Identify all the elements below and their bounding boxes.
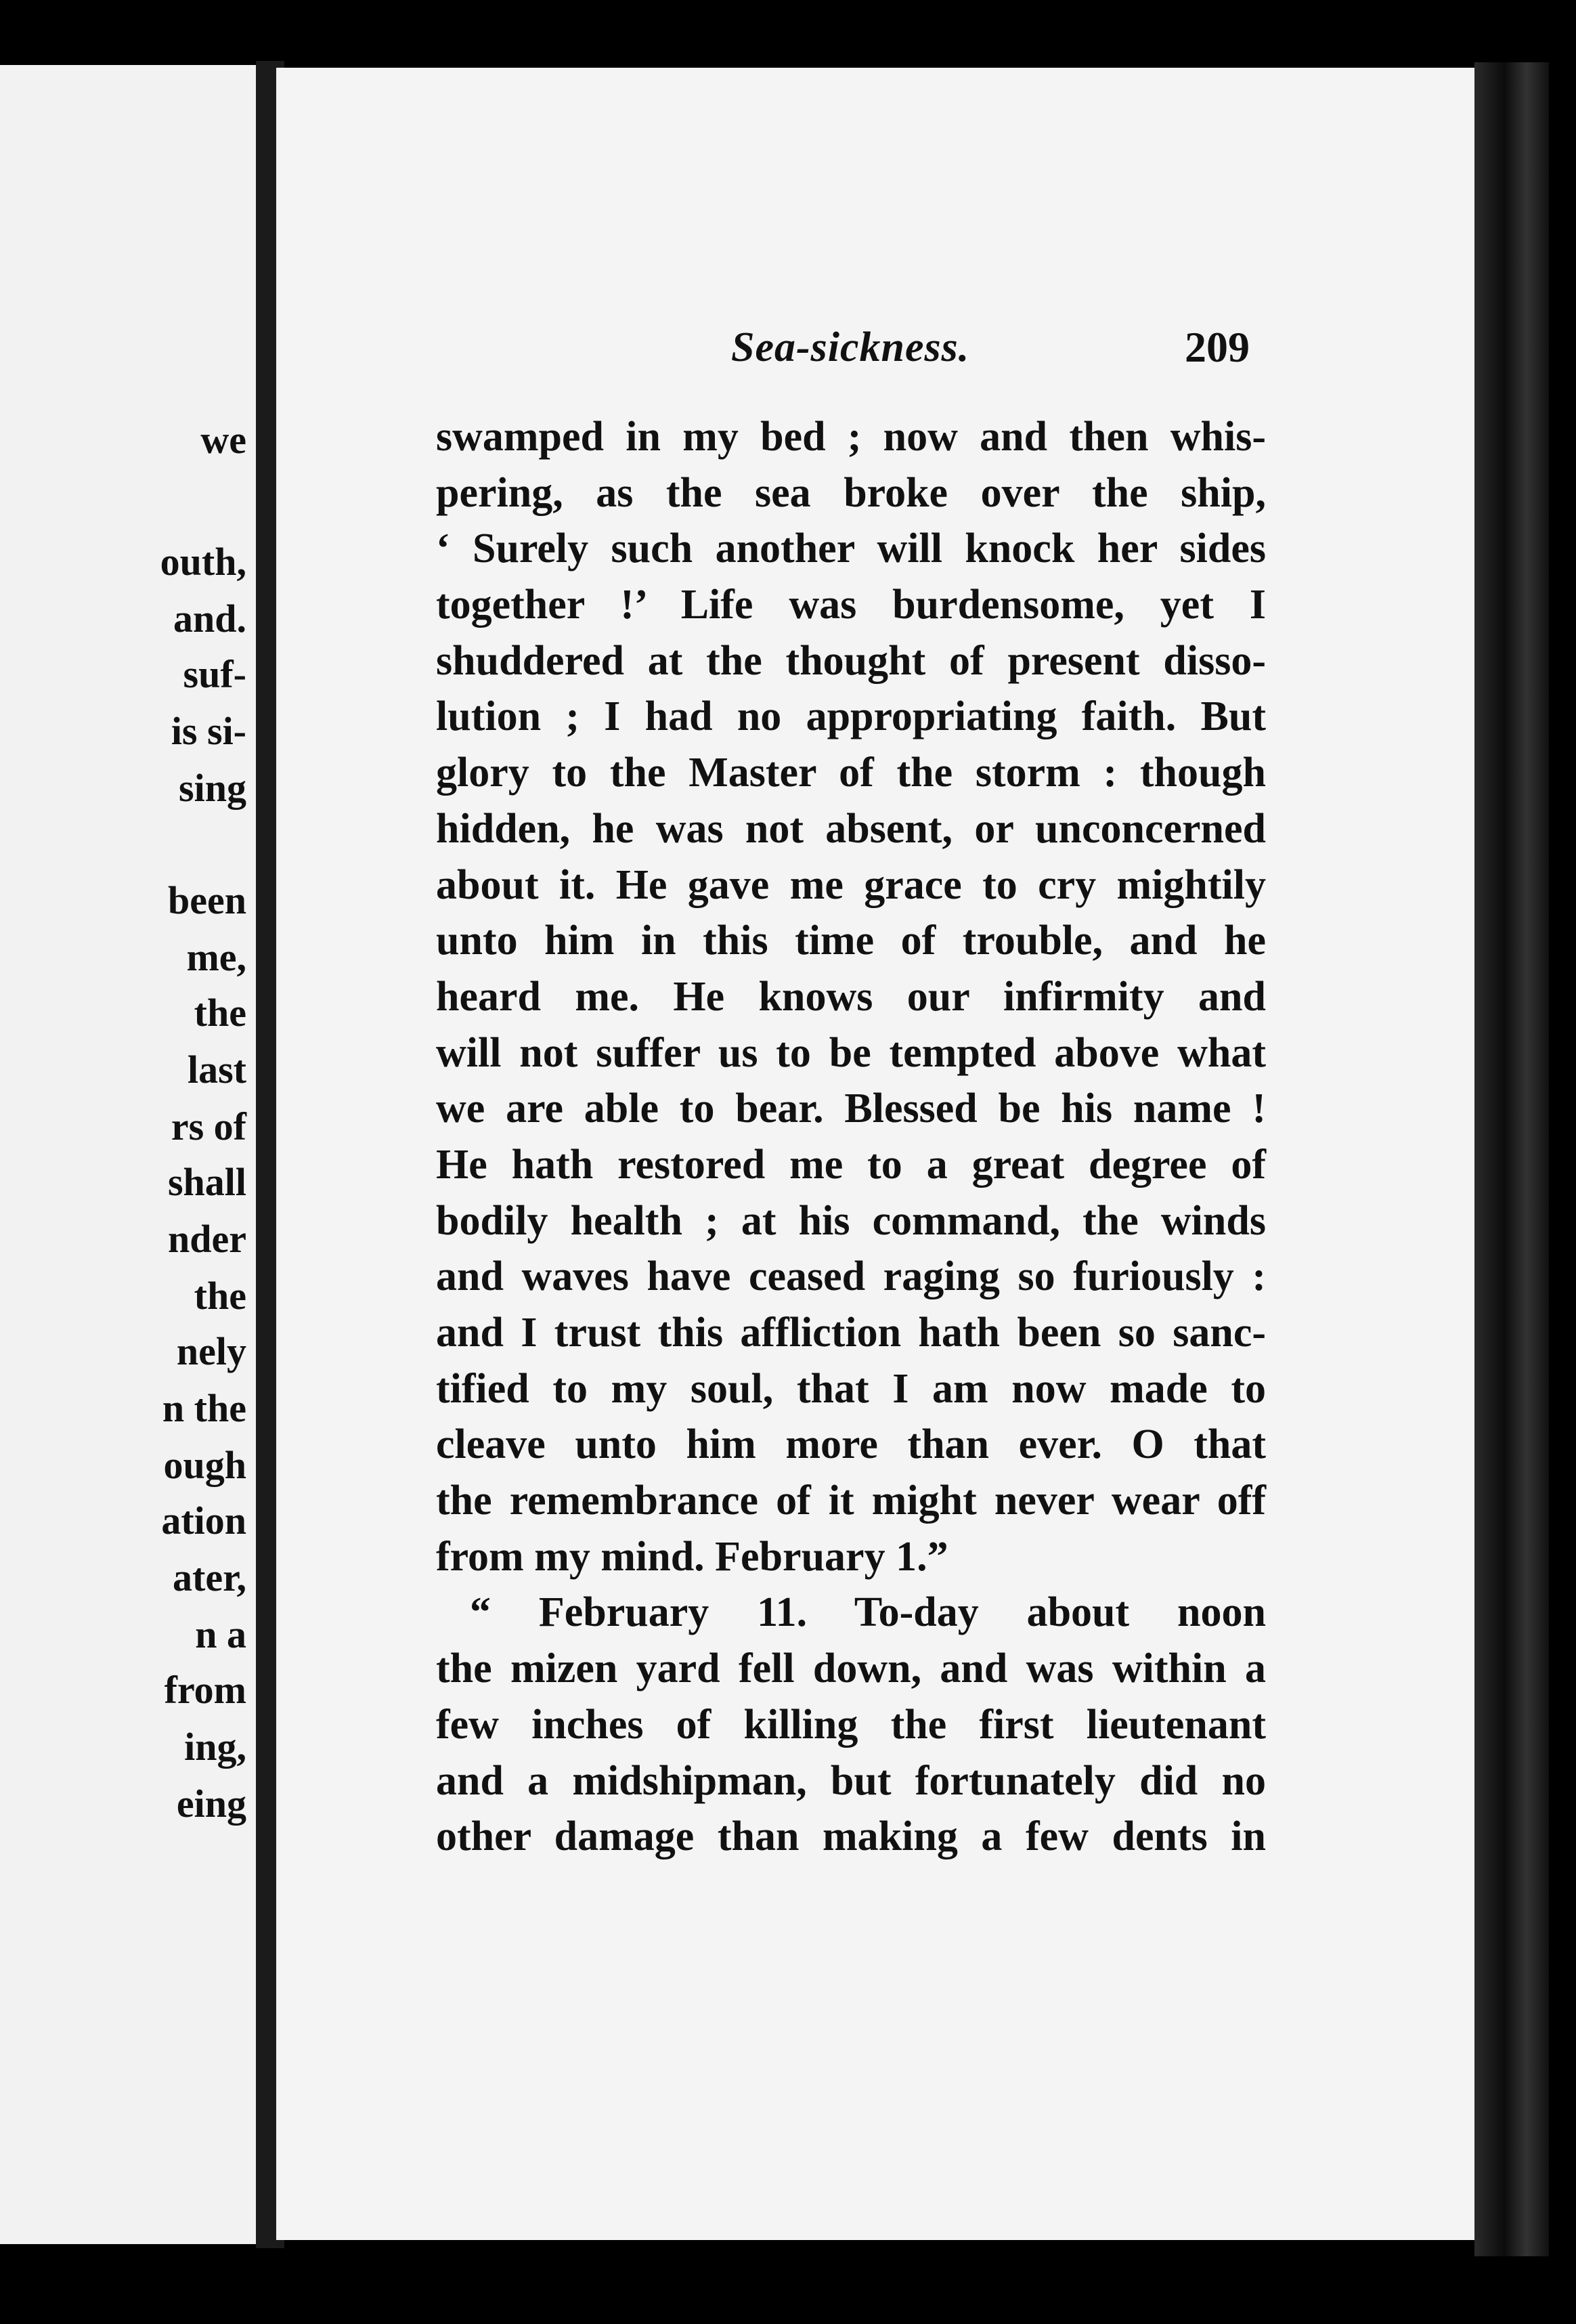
text-line: few inches of killing the first lieutenant [436, 1701, 1266, 1748]
previous-page [0, 65, 256, 2244]
line-fragment: been [168, 878, 246, 922]
line-fragment: suf- [183, 652, 246, 696]
text-line: and waves have ceased raging so furiously : [436, 1253, 1266, 1300]
line-fragment: ation [161, 1499, 246, 1543]
line-fragment: ough [163, 1443, 246, 1487]
text-line: together !’ Life was burdensome, yet I [436, 582, 1266, 628]
text-line: the remembrance of it might never wear off [436, 1478, 1266, 1524]
text-line: from my mind. February 1.” [436, 1533, 948, 1580]
text-line: hidden, he was not absent, or unconcerned [436, 805, 1266, 852]
line-fragment: and. [173, 597, 246, 641]
line-fragment: we [200, 418, 246, 462]
text-line: He hath restored me to a great degree of [436, 1141, 1266, 1188]
line-fragment: ater, [173, 1555, 246, 1599]
text-line: lution ; I had no appropriating faith. But [436, 693, 1266, 740]
line-fragment: the [194, 991, 246, 1035]
text-line: and a midshipman, but fortunately did no [436, 1757, 1266, 1804]
text-line: the mizen yard fell down, and was within a [436, 1645, 1266, 1692]
page-edge [1474, 62, 1549, 2256]
text-line: ‘ Surely such another will knock her sides [436, 525, 1266, 572]
page-number: 209 [1185, 323, 1250, 371]
line-fragment: last [188, 1048, 246, 1092]
text-line: pering, as the sea broke over the ship, [436, 469, 1266, 516]
text-line: “ February 11. To-day about noon [470, 1589, 1266, 1636]
line-fragment: n a [195, 1612, 246, 1656]
line-fragment: is si- [171, 709, 246, 753]
line-fragment: sing [179, 766, 246, 810]
line-fragment: outh, [160, 540, 246, 584]
text-line: we are able to bear. Blessed be his name ! [436, 1085, 1266, 1132]
text-line: swamped in my bed ; now and then whis- [436, 414, 1266, 460]
line-fragment: me, [186, 935, 246, 979]
text-line: heard me. He knows our infirmity and [436, 973, 1266, 1020]
text-line: cleave unto him more than ever. O that [436, 1421, 1266, 1468]
text-line: bodily health ; at his command, the winds [436, 1197, 1266, 1244]
line-fragment: ing, [184, 1725, 246, 1769]
line-fragment: nely [176, 1329, 246, 1373]
text-line: tified to my soul, that I am now made to [436, 1365, 1266, 1412]
line-fragment: from [164, 1668, 246, 1712]
page-body-text [436, 409, 1266, 1865]
text-line: about it. He gave me grace to cry mightily [436, 861, 1266, 908]
text-line: glory to the Master of the storm : though [436, 750, 1266, 796]
text-line: unto him in this time of trouble, and he [436, 918, 1266, 964]
text-line: and I trust this affliction hath been so sanc- [436, 1310, 1266, 1356]
line-fragment: n the [162, 1386, 246, 1430]
line-fragment: nder [168, 1217, 246, 1261]
text-line: will not suffer us to be tempted above what [436, 1029, 1266, 1076]
line-fragment: rs of [171, 1104, 246, 1148]
line-fragment: eing [176, 1782, 246, 1826]
line-fragment: the [194, 1274, 246, 1318]
text-line: shuddered at the thought of present disso- [436, 637, 1266, 684]
line-fragment: shall [167, 1160, 246, 1204]
text-line: other damage than making a few dents in [436, 1813, 1266, 1860]
running-head: Sea-sickness. [731, 324, 970, 370]
